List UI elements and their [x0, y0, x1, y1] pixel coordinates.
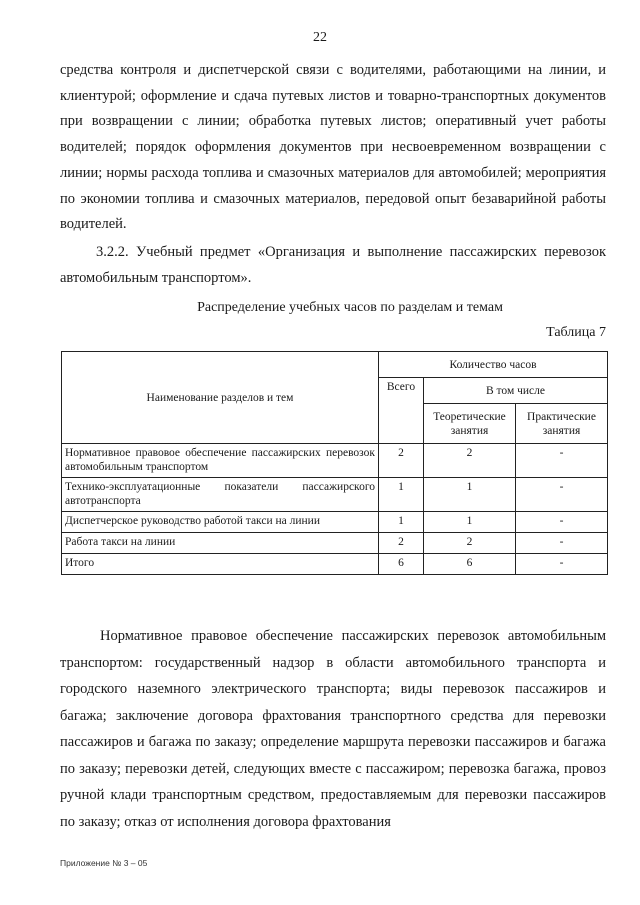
row-practice: -: [516, 533, 608, 554]
row-practice: -: [516, 444, 608, 478]
header-total: Всего: [379, 378, 424, 444]
row-theory: 2: [424, 444, 516, 478]
header-name: Наименование разделов и тем: [62, 352, 379, 444]
table-number: Таблица 7: [546, 325, 606, 340]
header-including: В том числе: [424, 378, 608, 404]
page-number: 22: [313, 30, 327, 45]
row-practice: -: [516, 554, 608, 575]
table-row: [62, 533, 608, 554]
row-theory: 1: [424, 512, 516, 533]
hours-table: [61, 351, 608, 575]
row-name: Диспетчерское руководство работой такси на линии: [62, 512, 379, 533]
paragraph-1: средства контроля и диспетчерской связи с водителями, работающими на линии, и клиентурой; оформление и сдача путевых листов и товарно-транспортных документов при возвращении с линии; обработка путевых листов; оперативный учет работы водителей; порядок оформления документов при несвоевременном возвращении с линии; нормы расхода топлива и смазочных материалов для автомобилей; мероприятия по экономии топлива и смазочных материалов, передовой опыт безаварийной работы водителей.: [60, 62, 606, 233]
row-name: Работа такси на линии: [62, 533, 379, 554]
row-total: 6: [379, 554, 424, 575]
row-name: Технико-эксплуатационные показатели пассажирского автотранспорта: [62, 478, 379, 512]
row-theory: 1: [424, 478, 516, 512]
header-hours: Количество часов: [379, 352, 608, 378]
table-row: [62, 478, 608, 512]
table-heading: Распределение учебных часов по разделам и темам: [197, 300, 503, 315]
row-total: 2: [379, 444, 424, 478]
table-row: [62, 444, 608, 478]
table-row: [62, 512, 608, 533]
row-practice: -: [516, 512, 608, 533]
row-total: 1: [379, 512, 424, 533]
header-theory: Теоретические занятия: [424, 404, 516, 444]
paragraph-2: 3.2.2. Учебный предмет «Организация и выполнение пассажирских перевозок автомобильным транспортом».: [60, 244, 606, 286]
row-total: 1: [379, 478, 424, 512]
row-practice: -: [516, 478, 608, 512]
row-theory: 6: [424, 554, 516, 575]
footer-note: Приложение № 3 – 05: [60, 858, 148, 868]
row-theory: 2: [424, 533, 516, 554]
row-total: 2: [379, 533, 424, 554]
paragraph-3: Нормативное правовое обеспечение пассажирских перевозок автомобильным транспортом: государственный надзор в области автомобильного транспорта и городского наземного электрического транспорта; виды перевозок пассажиров и багажа; заключение договора фрахтования транспортного средства для перевозки пассажиров и багажа по заказу; определение маршрута перевозки пассажиров и багажа по заказу; перевозки детей, следующих вместе с пассажиром; перевозка багажа, провоз ручной клади транспортным средством, предоставляемым для перевозки пассажиров по заказу; отказ от исполнения договора фрахтования: [60, 628, 606, 830]
row-name: Итого: [62, 554, 379, 575]
row-name: Нормативное правовое обеспечение пассажирских перевозок автомобильным транспортом: [62, 444, 379, 478]
header-practice: Практические занятия: [516, 404, 608, 444]
table-row-total: [62, 554, 608, 575]
